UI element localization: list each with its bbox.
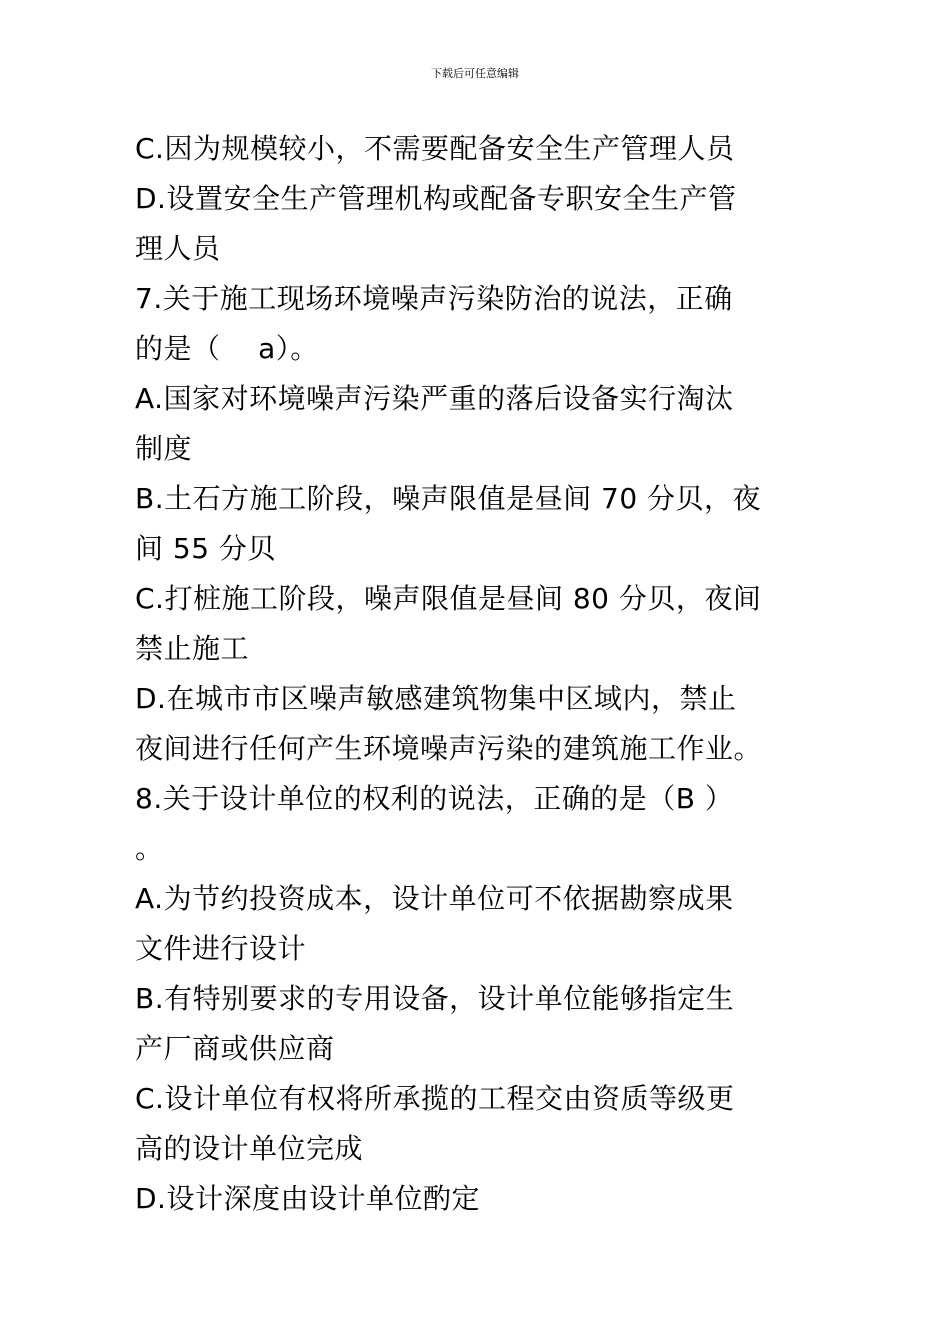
text-line: D.设置安全生产管理机构或配备专职安全生产管: [135, 182, 737, 215]
text-line: 。: [135, 832, 164, 865]
text-line: 间 55 分贝: [135, 532, 276, 565]
text-line: 8.关于设计单位的权利的说法，正确的是（B ）: [135, 782, 734, 815]
text-line: D.在城市市区噪声敏感建筑物集中区域内，禁止: [135, 682, 737, 715]
document-body: [135, 124, 825, 1224]
text-line: B.土石方施工阶段，噪声限值是昼间 70 分贝，夜: [135, 482, 762, 515]
text-line: C.因为规模较小，不需要配备安全生产管理人员: [135, 132, 735, 165]
text-line: B.有特别要求的专用设备，设计单位能够指定生: [135, 982, 735, 1015]
text-line: 禁止施工: [135, 632, 250, 665]
text-line: 理人员: [135, 232, 221, 265]
text-line: A.国家对环境噪声污染严重的落后设备实行淘汰: [135, 382, 734, 415]
text-line: 产厂商或供应商: [135, 1032, 335, 1065]
text-line: 夜间进行任何产生环境噪声污染的建筑施工作业。: [135, 732, 763, 765]
text-line: D.设计深度由设计单位酌定: [135, 1182, 480, 1215]
text-line: C.打桩施工阶段，噪声限值是昼间 80 分贝，夜间: [135, 582, 762, 615]
text-line: A.为节约投资成本，设计单位可不依据勘察成果: [135, 882, 734, 915]
page-header: 下载后可任意编辑: [431, 67, 519, 80]
text-line: 制度: [135, 432, 193, 465]
text-line: 高的设计单位完成: [135, 1132, 364, 1165]
text-line: C.设计单位有权将所承揽的工程交由资质等级更: [135, 1082, 735, 1115]
text-line: 7.关于施工现场环境噪声污染防治的说法，正确: [135, 282, 733, 315]
text-line: 的是（ a）。: [135, 332, 319, 365]
text-line: 文件进行设计: [135, 932, 307, 965]
